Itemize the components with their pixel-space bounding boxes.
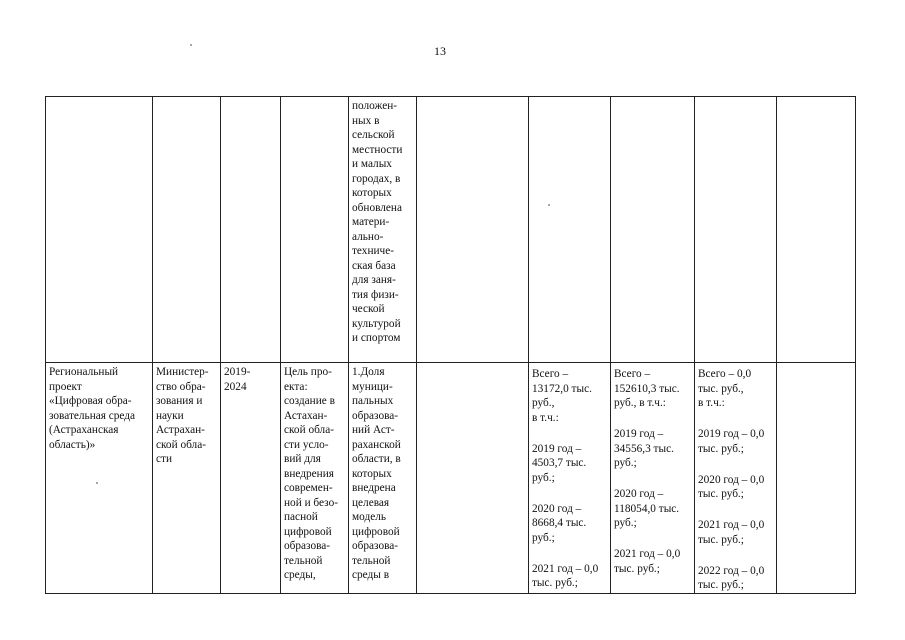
responsible-body: Министер- ство обра- зования и науки Астрахан- ской обла- сти [156,366,209,465]
funding-cell-2 [611,363,695,594]
funding-2021: 2021 год – 0,0 тыс. руб.; [532,562,599,589]
period: 2019- 2024 [224,366,251,393]
indicator-text: 1.Доля муници- пальных образова- ний Аст- раханской области, в которых внедрена целевая модель цифровой образова- тельной среды в [352,366,401,581]
table-cell [777,363,856,594]
funding-2021: 2021 год – 0,0 тыс. руб.; [614,548,681,575]
funding-2019: 2019 год – 34556,3 тыс. руб.; [614,428,674,469]
funding-2019: 2019 год – 4503,7 тыс. руб.; [532,442,587,484]
funding-2021: 2021 год – 0,0 тыс. руб.; [698,519,765,546]
indicator-continuation-text: положен- ных в сельской местности и малых городах, в которых обновлена матери- ально- техниче- ская база для заня- тия физи- ческой культурой и спортом [352,100,403,344]
table-cell [777,97,856,363]
table-cell [349,97,417,363]
funding-total: Всего – 152610,3 тыс. руб., в т.ч.: [614,368,680,409]
period-cell [221,363,281,594]
funding-2019: 2019 год – 0,0 тыс. руб.; [698,428,765,455]
funding-2020: 2020 год – 118054,0 тыс. руб.; [614,488,680,529]
program-table [45,96,856,594]
table-row [46,363,856,594]
table-cell [417,363,529,594]
funding-cell-3 [695,363,777,594]
funding-cell-1 [529,363,611,594]
table-cell [281,97,349,363]
table-cell [529,97,611,363]
table-cell [153,97,221,363]
funding-2020: 2020 год – 8668,4 тыс. руб.; [532,502,587,544]
table-row [46,97,856,363]
funding-2020: 2020 год – 0,0 тыс. руб.; [698,473,765,500]
funding-total: Всего – 0,0 тыс. руб., в т.ч.: [698,368,752,409]
page-number: 13 [434,44,446,58]
scan-speck [190,44,192,46]
table-cell [695,97,777,363]
goal-text: Цель про- екта: создание в Астахан- ской обла- сти усло- вий для внедрения современ- ной и безо- пасной цифровой образова- тельной среды, [284,366,338,581]
project-name: Региональный проект «Цифровая обра- зовательная среда (Астраханская область)» [49,366,136,451]
goal-cell [281,363,349,594]
table-cell [46,97,153,363]
funding-2022: 2022 год – 0,0 тыс. руб.; [698,564,765,591]
table-cell [611,97,695,363]
project-name-cell [46,363,153,594]
indicator-cell [349,363,417,594]
funding-total: Всего – 13172,0 тыс. руб., в т.ч.: [532,368,592,424]
table-cell [221,97,281,363]
responsible-cell [153,363,221,594]
table-cell [417,97,529,363]
